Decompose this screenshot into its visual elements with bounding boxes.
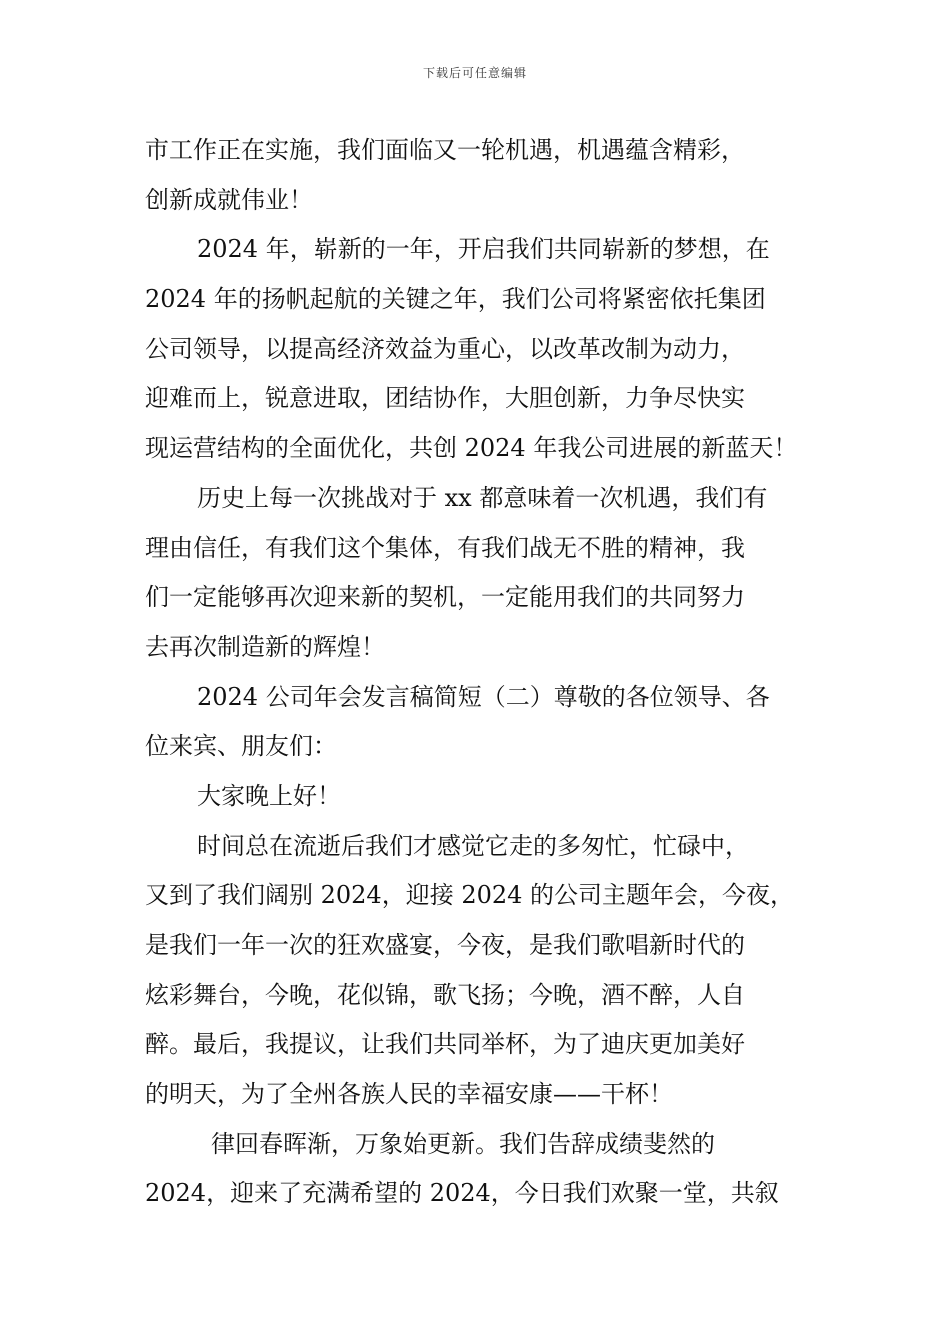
text-line: 2024 公司年会发言稿简短（二）尊敬的各位领导、各 xyxy=(197,682,770,711)
text-line: 创新成就伟业！ xyxy=(145,185,313,214)
text-line: 位来宾、朋友们： xyxy=(145,732,337,761)
text-line: 迎难而上，锐意进取，团结协作，大胆创新，力争尽快实 xyxy=(145,384,745,413)
text-line: 市工作正在实施，我们面临又一轮机遇，机遇蕴含精彩， xyxy=(145,136,745,164)
text-line: 公司领导，以提高经济效益为重心，以改革改制为动力， xyxy=(145,334,745,363)
text-line: 炫彩舞台，今晚，花似锦，歌飞扬；今晚，酒不醉，人自 xyxy=(145,980,745,1009)
page-header: 下载后可任意编辑 xyxy=(422,66,527,80)
text-line: 时间总在流逝后我们才感觉它走的多匆忙，忙碌中， xyxy=(197,831,749,860)
text-line: 2024 年的扬帆起航的关键之年，我们公司将紧密依托集团 xyxy=(145,285,766,314)
text-line: 醉。最后，我提议，让我们共同举杯，为了迪庆更加美好 xyxy=(145,1030,745,1059)
text-line: 历史上每一次挑战对于 xx 都意味着一次机遇，我们有 xyxy=(197,483,768,512)
text-line: 2024，迎来了充满希望的 2024，今日我们欢聚一堂，共叙 xyxy=(145,1179,779,1208)
text-line: 理由信任，有我们这个集体，有我们战无不胜的精神，我 xyxy=(145,533,745,562)
text-line: 现运营结构的全面优化，共创 2024 年我公司进展的新蓝天！ xyxy=(145,434,798,463)
text-line: 去再次制造新的辉煌！ xyxy=(145,632,385,661)
text-line: 律回春晖渐，万象始更新。我们告辞成绩斐然的 xyxy=(211,1129,715,1158)
text-line: 大家晚上好！ xyxy=(197,781,341,810)
text-line: 的明天，为了全州各族人民的幸福安康——干杯！ xyxy=(145,1080,673,1109)
text-line: 们一定能够再次迎来新的契机，一定能用我们的共同努力 xyxy=(145,583,745,612)
text-line: 2024 年，崭新的一年，开启我们共同崭新的梦想，在 xyxy=(197,235,770,264)
text-line: 是我们一年一次的狂欢盛宴，今夜，是我们歌唱新时代的 xyxy=(145,931,745,959)
text-line: 又到了我们阔别 2024，迎接 2024 的公司主题年会，今夜， xyxy=(145,881,795,910)
document-body xyxy=(145,126,810,1219)
